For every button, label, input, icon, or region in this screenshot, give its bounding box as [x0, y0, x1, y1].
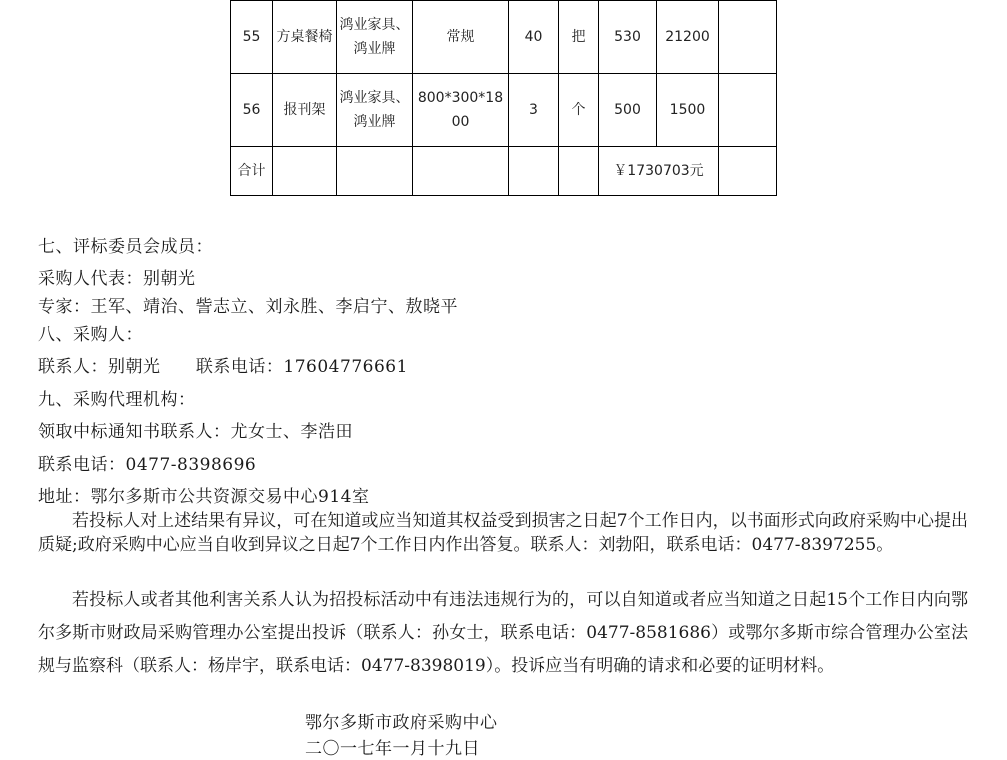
experts: 专家：王军、靖治、訾志立、刘永胜、李启宁、敖晓平	[38, 297, 458, 317]
buyer-contact: 联系人：别朝光 联系电话：17604776661	[38, 357, 408, 377]
cell-spec: 800*300*1800	[413, 74, 509, 147]
table-sum-row	[231, 147, 777, 196]
agency-phone: 联系电话：0477-8398696	[38, 455, 257, 475]
empty-cell	[273, 147, 337, 196]
cell-brand: 鸿业家具、鸿业牌	[337, 74, 413, 147]
empty-cell	[559, 147, 599, 196]
cell-name: 方桌餐椅	[273, 1, 337, 74]
signature-org: 鄂尔多斯市政府采购中心	[305, 713, 498, 733]
sum-value: ￥1730703元	[599, 147, 719, 196]
empty-cell	[337, 147, 413, 196]
cell-note	[719, 1, 777, 74]
cell-spec: 常规	[413, 1, 509, 74]
section9-title: 九、采购代理机构：	[38, 390, 196, 410]
notice-contact: 领取中标通知书联系人：尤女士、李浩田	[38, 422, 353, 442]
cell-price: 500	[599, 74, 657, 147]
cell-brand: 鸿业家具、鸿业牌	[337, 1, 413, 74]
cell-unit: 个	[559, 74, 599, 147]
cell-qty: 40	[509, 1, 559, 74]
agency-address: 地址：鄂尔多斯市公共资源交易中心914室	[38, 487, 370, 507]
sum-label: 合计	[231, 147, 273, 196]
section7-title: 七、评标委员会成员：	[38, 237, 213, 257]
signature-date: 二〇一七年一月十九日	[305, 739, 480, 759]
complaint-paragraph: 若投标人或者其他利害关系人认为招投标活动中有违法违规行为的，可以自知道或者应当知道之日起15个工作日内向鄂尔多斯市财政局采购管理办公室提出投诉（联系人：孙女士，联系电话：0477-8581686）或鄂尔多斯市综合管理办公室法规与监察科（联系人：杨岸宇，联系电话：0477-8398019）。投诉应当有明确的请求和必要的证明材料。	[38, 590, 968, 676]
cell-total: 21200	[657, 1, 719, 74]
cell-unit: 把	[559, 1, 599, 74]
cell-no: 56	[231, 74, 273, 147]
cell-total: 1500	[657, 74, 719, 147]
empty-cell	[509, 147, 559, 196]
table-row	[231, 1, 777, 74]
objection-paragraph: 若投标人对上述结果有异议，可在知道或应当知道其权益受到损害之日起7个工作日内，以书面形式向政府采购中心提出质疑;政府采购中心应当自收到异议之日起7个工作日内作出答复。联系人：刘勃阳，联系电话：0477-8397255。	[38, 511, 968, 555]
cell-no: 55	[231, 1, 273, 74]
items-table	[230, 0, 777, 196]
cell-qty: 3	[509, 74, 559, 147]
buyer-rep: 采购人代表：别朝光	[38, 269, 196, 289]
cell-note	[719, 74, 777, 147]
cell-price: 530	[599, 1, 657, 74]
empty-cell	[719, 147, 777, 196]
table-row	[231, 74, 777, 147]
section8-title: 八、采购人：	[38, 325, 143, 345]
cell-name: 报刊架	[273, 74, 337, 147]
empty-cell	[413, 147, 509, 196]
